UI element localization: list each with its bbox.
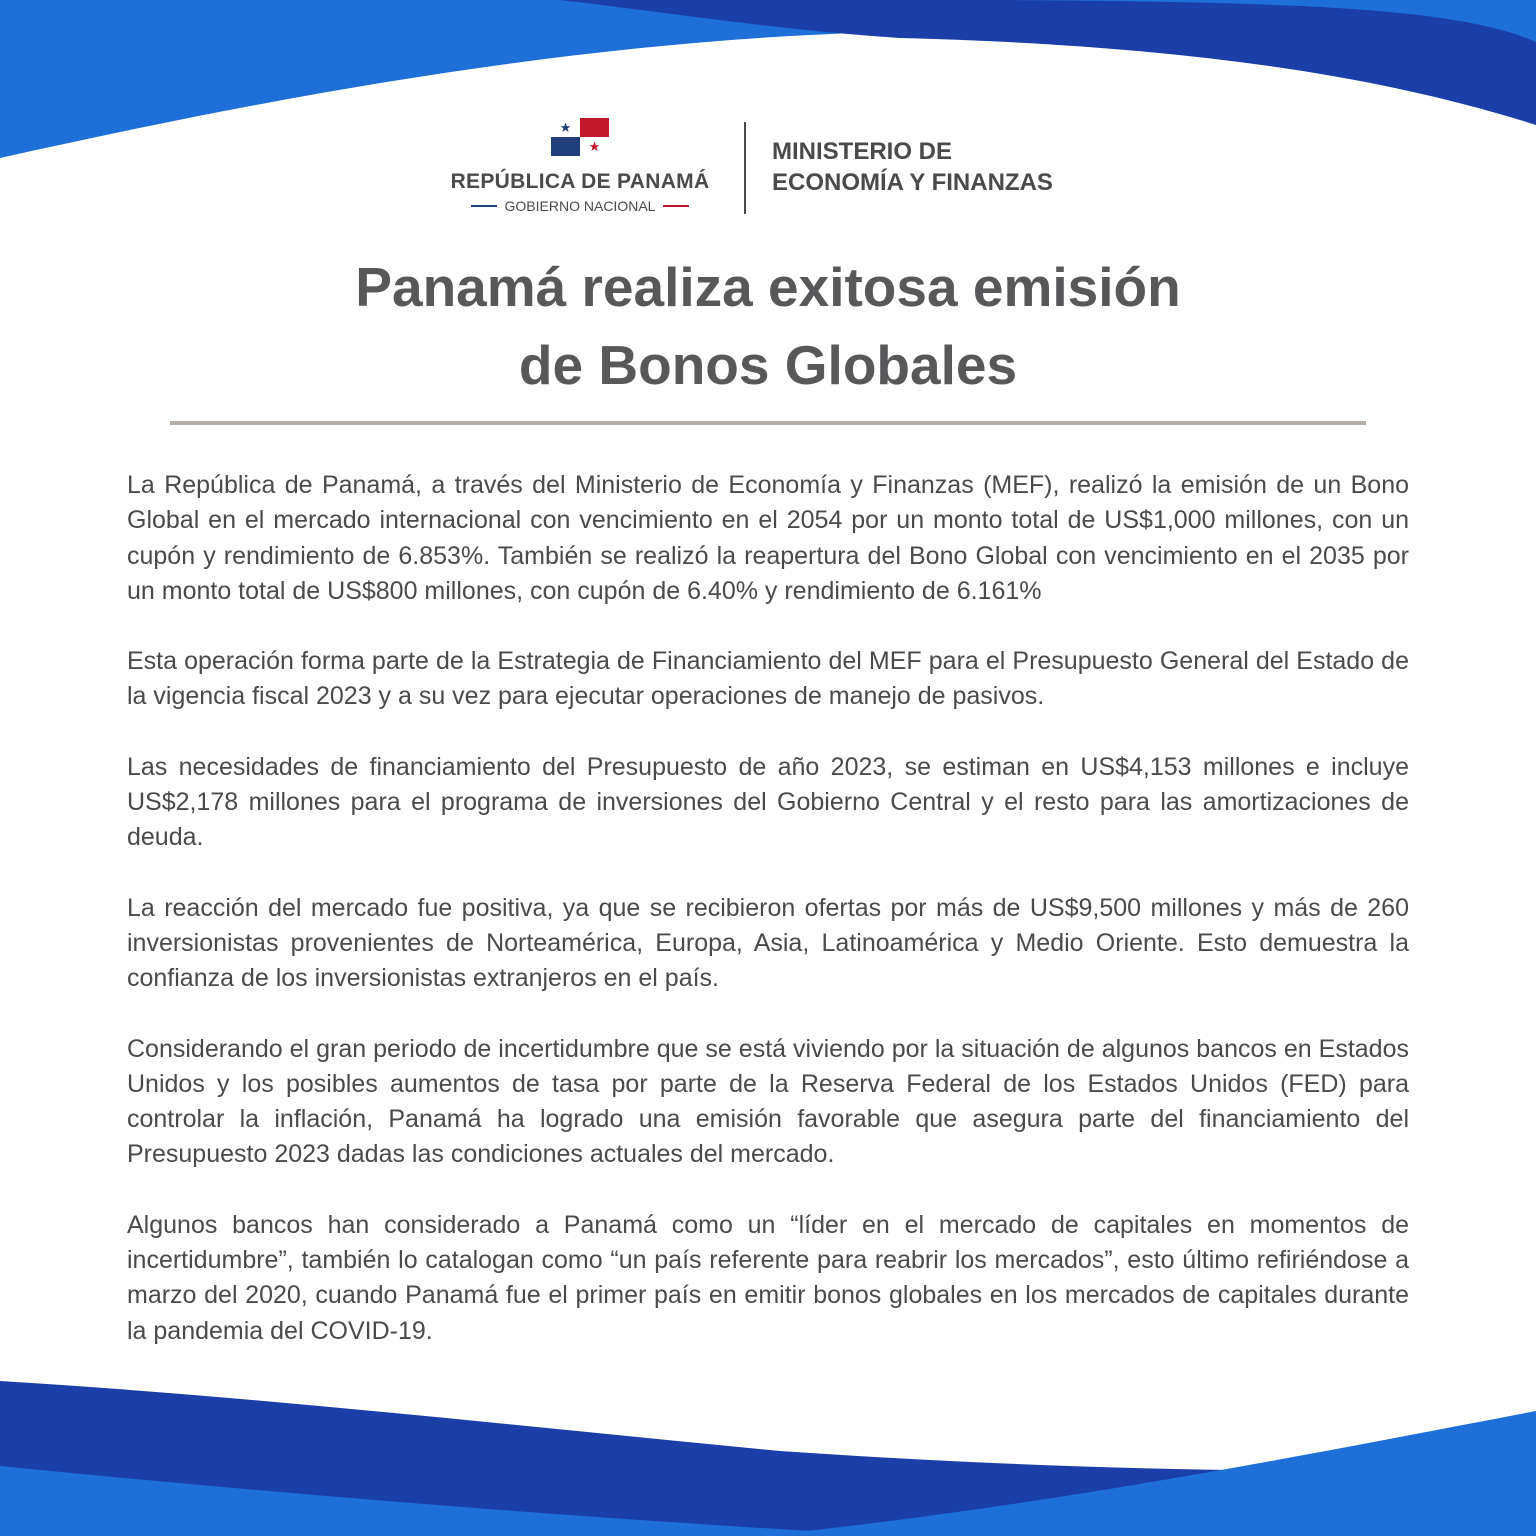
government-subtitle-text: GOBIERNO NACIONAL — [504, 198, 656, 214]
ministry-line-1: MINISTERIO DE — [772, 138, 953, 165]
logo-divider — [744, 122, 746, 214]
subtitle-line-left — [471, 205, 497, 207]
article-body — [127, 468, 1409, 1384]
panama-flag-icon — [551, 118, 609, 156]
header-logos — [0, 118, 1536, 218]
paragraph: Esta operación forma parte de la Estrategia de Financiamiento del MEF para el Presupuesto General del Estado de la vigencia fiscal 2023 y a su vez para ejecutar operaciones de manejo de pasivos. — [127, 647, 1409, 711]
subtitle-line-right — [663, 205, 689, 207]
government-name: REPÚBLICA DE PANAMÁ — [450, 170, 710, 193]
government-logo — [430, 118, 730, 214]
ministry-name — [772, 136, 1053, 198]
article-title-line-2: de Bonos Globales — [518, 334, 1018, 396]
paragraph: Algunos bancos han considerado a Panamá como un “líder en el mercado de capitales en momentos de incertidumbre”, también lo catalogan como “un país referente para reabrir los mercados”, esto último refiriéndose a marzo del 2020, cuando Panamá fue el primer país en emitir bonos globales en los mercados de capitales durante la pandemia del COVID-19. — [127, 1210, 1409, 1345]
paragraph: La reacción del mercado fue positiva, ya que se recibieron ofertas por más de US$9,500 millones y más de 260 inversionistas provenientes de Norteamérica, Europa, Asia, Latinoamérica y Medio Oriente. Esto demuestra la confianza de los inversionistas extranjeros en el país. — [127, 893, 1409, 993]
ministry-line-2: ECONOMÍA Y FINANZAS — [772, 169, 1053, 196]
paragraph: Las necesidades de financiamiento del Presupuesto de año 2023, se estiman en US$4,153 millones e incluye US$2,178 millones para el programa de inversiones del Gobierno Central y el resto para las amortizaciones de deuda. — [127, 752, 1409, 852]
paragraph: Considerando el gran periodo de incertidumbre que se está viviendo por la situación de algunos bancos en Estados Unidos y los posibles aumentos de tasa por parte de la Reserva Federal de los Estados Unidos (FED) para controlar la inflación, Panamá ha logrado una emisión favorable que asegura parte del financiamiento del Presupuesto 2023 dadas las condiciones actuales del mercado. — [127, 1034, 1409, 1169]
article-title-line-1: Panamá realiza exitosa emisión — [355, 256, 1181, 318]
title-divider — [170, 421, 1366, 425]
article-title — [0, 248, 1536, 404]
paragraph: La República de Panamá, a través del Ministerio de Economía y Finanzas (MEF), realizó la emisión de un Bono Global en el mercado internacional con vencimiento en el 2054 por un monto total de US$1,000 millones, con un cupón y rendimiento de 6.853%. También se realizó la reapertura del Bono Global con vencimiento en el 2035 por un monto total de US$800 millones, con cupón de 6.40% y rendimiento de 6.161% — [127, 471, 1409, 605]
government-subtitle — [430, 198, 730, 214]
